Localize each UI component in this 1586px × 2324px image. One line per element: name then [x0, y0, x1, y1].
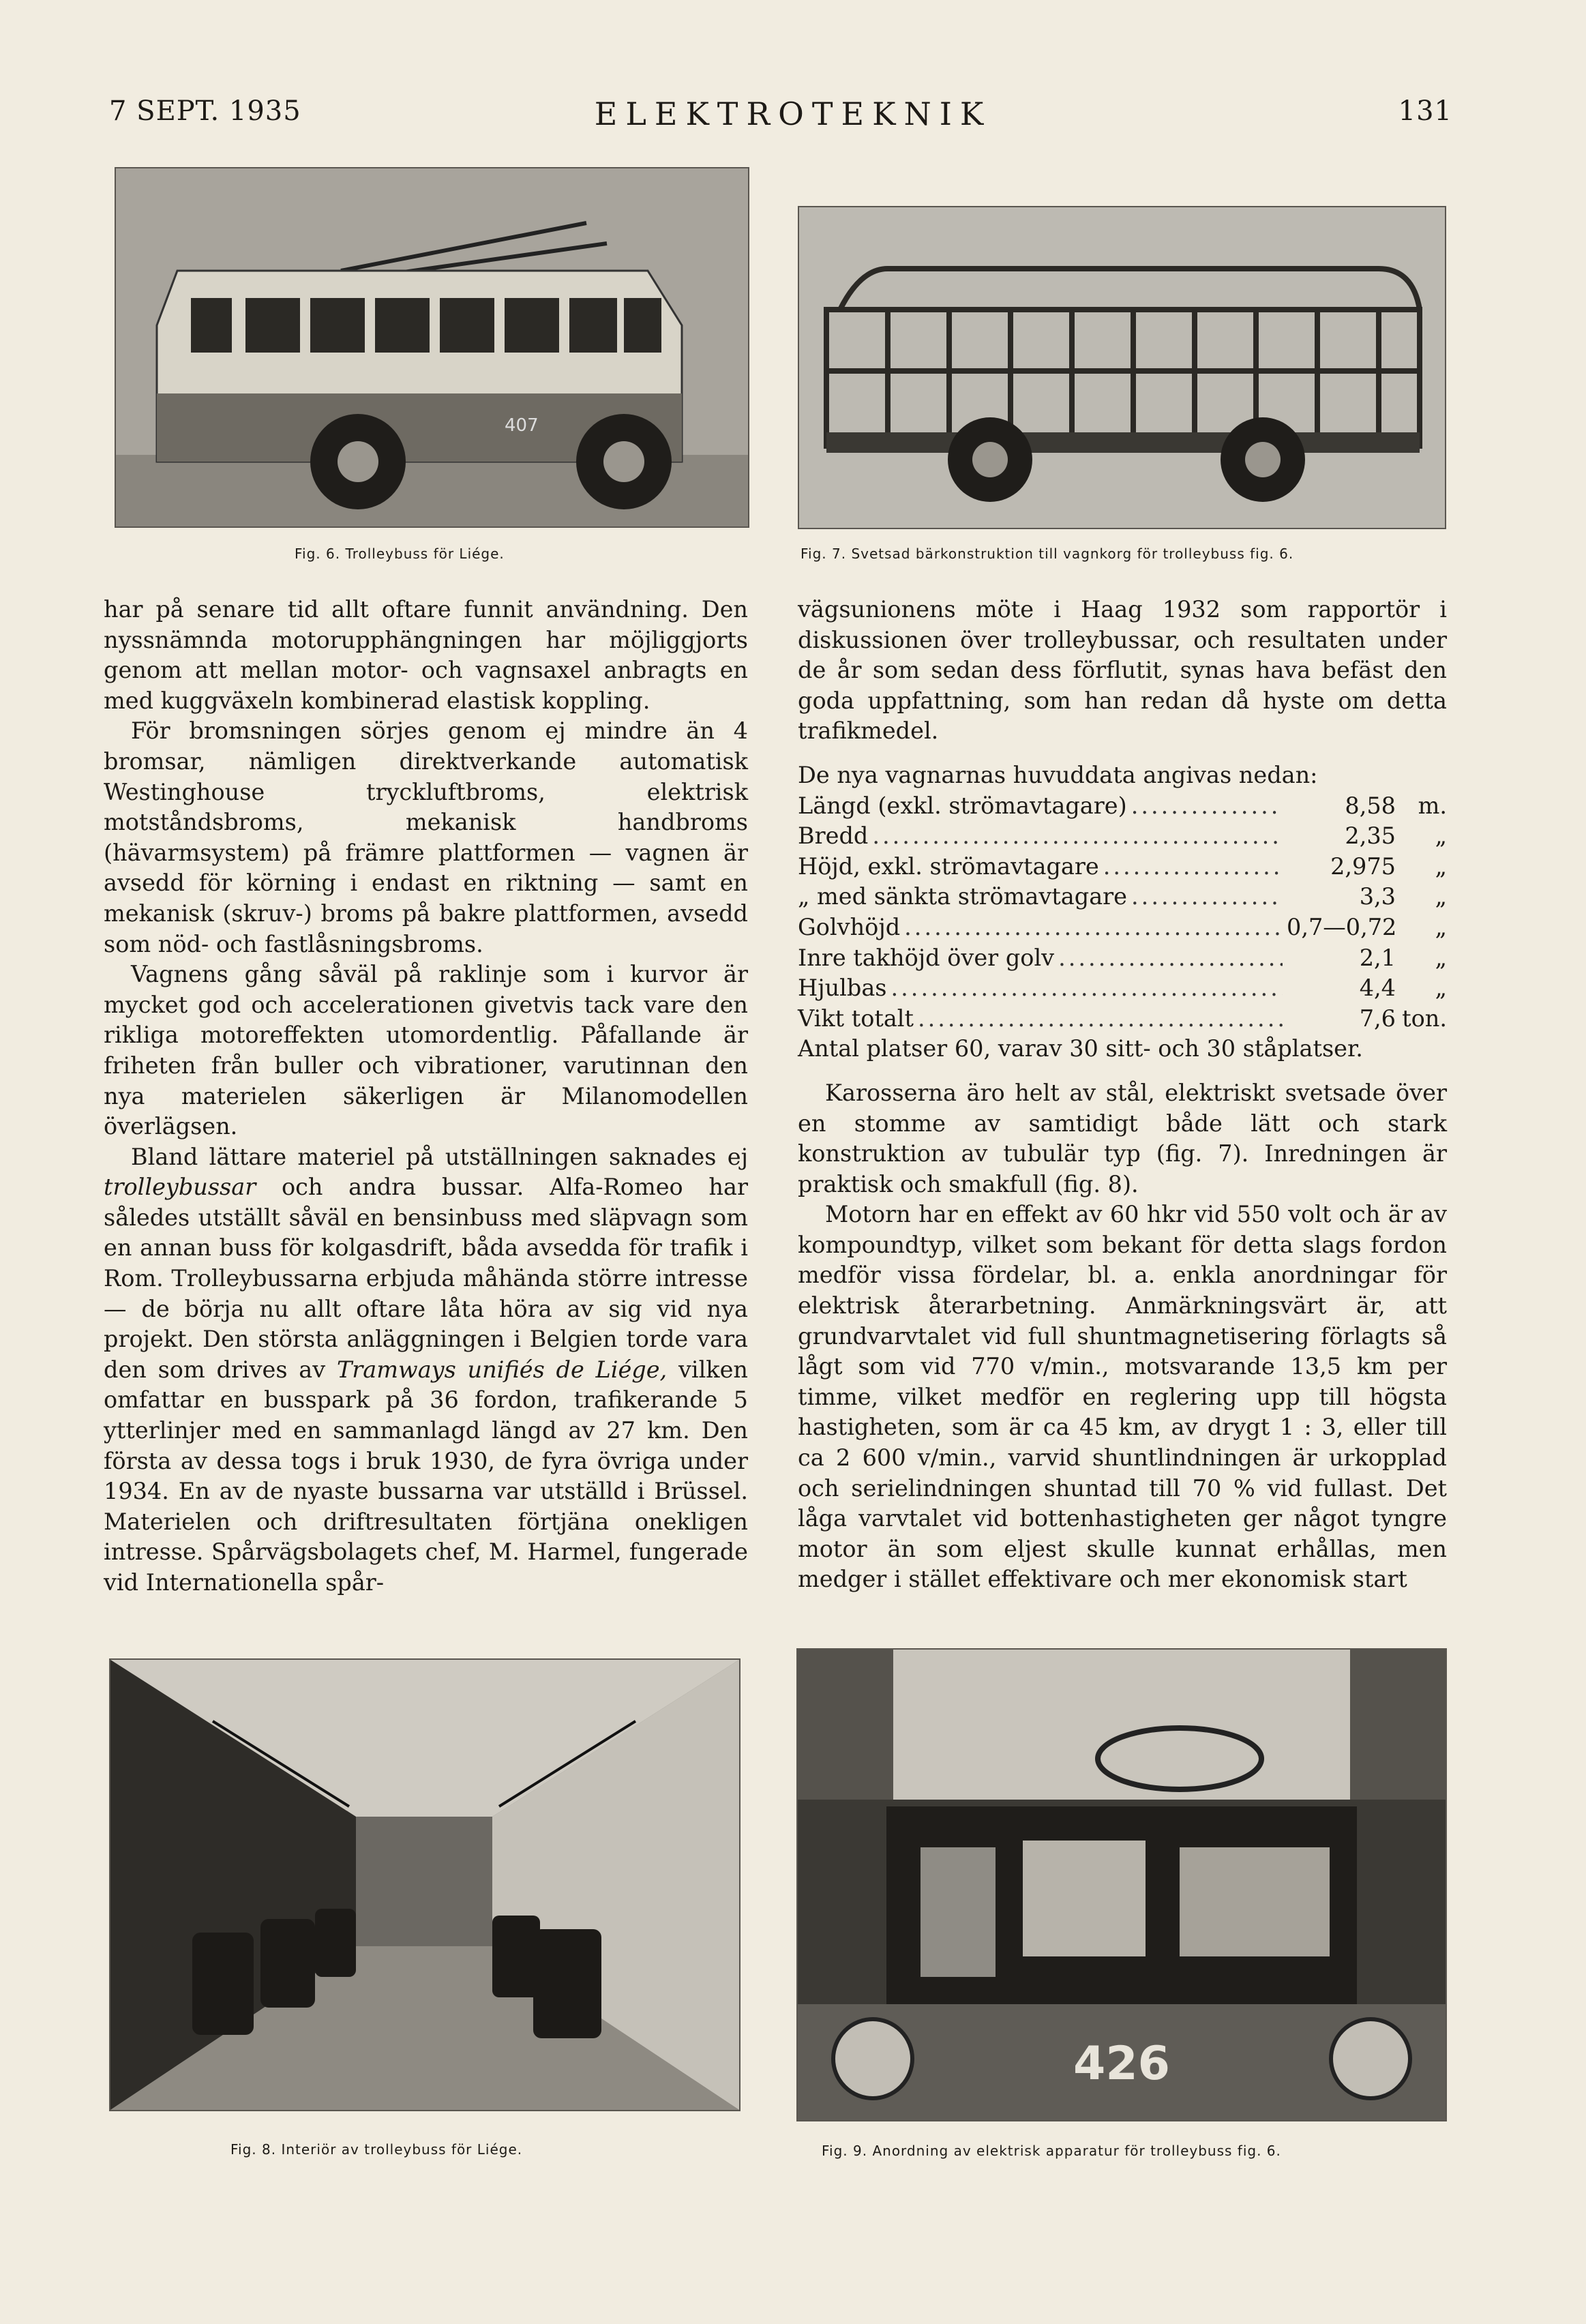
left-paragraph-4-part-b: och andra bussar. Alfa-Romeo har således utställt såväl en bensinbuss med släpvagn som en annan buss för kolgasdrift, båda avsedda för trafik i Rom. Trolleybussarna erbjuda måhända större intresse — de börja nu allt oftare låta höra av sig vid nya projekt. Den största anläggningen i Belgien torde vara den som drives av — [104, 1174, 748, 1383]
front-bus-number: 426 — [1073, 2037, 1170, 2091]
right-paragraph-2: Karosserna äro helt av stål, elektriskt svetsade över en stomme av samtidigt både lätt och stark konstruktion av tubulär typ (fig. 7). Inredningen är praktisk och smakfull (fig. 8). — [798, 1079, 1447, 1197]
spec-value: 2,35 — [1345, 822, 1396, 850]
interior-illustration — [110, 1660, 739, 2110]
spec-label: Inre takhöjd över golv — [798, 944, 1055, 971]
fig7-caption: Fig. 7. Svetsad bärkonstruktion till vagnkorg för trolleybuss fig. 6. — [801, 546, 1294, 562]
fig9-caption: Fig. 9. Anordning av elektrisk apparatur för trolleybuss fig. 6. — [822, 2143, 1281, 2159]
spec-row — [798, 943, 1447, 974]
spec-label: Vikt totalt — [798, 1004, 914, 1032]
spec-row — [798, 882, 1447, 912]
spec-label: Hjulbas — [798, 974, 887, 1002]
fig8-photo — [109, 1658, 740, 2111]
left-column — [104, 595, 748, 1598]
fig9-photo — [796, 1648, 1447, 2121]
spec-value: 8,58 — [1345, 792, 1396, 819]
spec-unit: m. — [1418, 792, 1447, 819]
spec-value: 7,6 — [1359, 1004, 1396, 1032]
spec-value: 0,7—0,72 — [1287, 913, 1397, 940]
page-number: 131 — [1398, 95, 1452, 127]
fig7-photo — [798, 206, 1446, 529]
spec-row — [798, 821, 1447, 852]
spec-label: Golvhöjd — [798, 913, 901, 940]
spec-label: Bredd — [798, 822, 869, 850]
spec-unit: „ — [1435, 944, 1447, 971]
fig6-photo — [115, 167, 749, 528]
spec-value: 3,3 — [1359, 883, 1396, 910]
spec-table — [798, 760, 1447, 1064]
spec-unit: „ — [1435, 822, 1447, 850]
frame-illustration — [799, 207, 1445, 528]
fig8-caption: Fig. 8. Interiör av trolleybuss för Liége. — [230, 2141, 523, 2158]
header-date: 7 SEPT. 1935 — [109, 95, 301, 127]
spec-label: Längd (exkl. strömavtagare) — [798, 792, 1127, 819]
spec-label: „ med sänkta strömavtagare — [798, 883, 1128, 910]
spec-row — [798, 912, 1447, 943]
journal-title: ELEKTROTEKNIK — [594, 95, 992, 132]
left-paragraph-2: För bromsningen sörjes genom ej mindre än 4 bromsar, nämligen direktverkande automatisk Westinghouse tryckluftbroms, elektrisk motståndsbroms, mekanisk handbroms (hävarmsystem) på främre plattformen — vagnen är avsedd för körning i endast en riktning — samt en mekanisk (skruv-) broms på bakre plattformen, avsedd som nöd- och fastlåsningsbroms. — [104, 717, 748, 957]
spec-unit: „ — [1435, 852, 1447, 880]
fig6-caption: Fig. 6. Trolleybuss för Liége. — [295, 546, 505, 562]
left-paragraph-4-italic-1: trolleybussar — [104, 1174, 256, 1201]
spec-label: Höjd, exkl. strömavtagare — [798, 852, 1099, 880]
spec-row — [798, 973, 1447, 1004]
spec-unit: ton. — [1402, 1004, 1447, 1032]
front-apparatus-illustration — [798, 1650, 1446, 2120]
spec-unit: „ — [1435, 974, 1447, 1002]
spec-outro: Antal platser 60, varav 30 sitt- och 30 ståplatser. — [798, 1035, 1363, 1062]
spec-intro: De nya vagnarnas huvuddata angivas nedan: — [798, 761, 1318, 788]
spec-unit: „ — [1435, 913, 1447, 940]
spec-value: 2,975 — [1330, 852, 1396, 880]
left-paragraph-1: har på senare tid allt oftare funnit användning. Den nyssnämnda motorupphängningen har möjliggjorts genom att mellan motor- och vagnsaxel anbragts en med kuggväxeln kombinerad elastisk koppling. — [104, 596, 748, 714]
left-paragraph-4 — [104, 1142, 748, 1598]
left-paragraph-4-italic-2: Tramways unifiés de Liége, — [336, 1356, 668, 1383]
left-paragraph-4-part-c: vilken omfattar en busspark på 36 fordon, trafikerande 5 ytterlinjer med en sammanlagd längd av 27 km. Den första av dessa togs i bruk 1930, de fyra övriga under 1934. En av de nyaste bussarna var utställd i Brüssel. Materielen och driftresultaten förtjäna onekligen intresse. Spårvägsbolagets chef, M. Harmel, fungerade vid Internationella spår- — [104, 1356, 748, 1596]
right-paragraph-1: vägsunionens möte i Haag 1932 som rapportör i diskussionen över trolleybussar, och resultaten under de år som sedan dess förflutit, synas hava befäst den goda uppfattning, som han redan då hyste om detta trafikmedel. — [798, 596, 1447, 745]
spec-row — [798, 1004, 1447, 1034]
left-paragraph-4-part-a: Bland lättare materiel på utställningen saknades ej — [131, 1143, 748, 1170]
left-paragraph-3: Vagnens gång såväl på raklinje som i kurvor är mycket god och accelerationen givetvis tack vare den rikliga motoreffekten utomordentlig. Påfallande är friheten från buller och vibrationer, varutinnan den nya materielen säkerligen är Milanomodellen överlägsen. — [104, 961, 748, 1140]
right-column — [798, 595, 1447, 1595]
trolleybus-illustration — [116, 168, 748, 526]
spec-row — [798, 852, 1447, 882]
spec-row — [798, 791, 1447, 822]
spec-unit: „ — [1435, 883, 1447, 910]
spec-value: 4,4 — [1359, 974, 1396, 1002]
bus-number-label: 407 — [505, 415, 539, 436]
right-paragraph-3: Motorn har en effekt av 60 hkr vid 550 volt och är av kompoundtyp, vilket som bekant för detta slags fordon medför vissa fördelar, bl. a. enkla anordningar för elektrisk återarbetning. Anmärkningsvärt är, att grundvarvtalet vid full shuntmagnetisering förlagts så lågt som vid 770 v/min., motsvarande 13,5 km per timme, vilket medför en reglering upp till högsta hastigheten, som är ca 45 km, av drygt 1 : 3, eller till ca 2 600 v/min., varvid shuntlindningen är urkopplad och serielindningen shuntad till 70 % vid fullast. Det låga varvtalet vid bottenhastigheten ger något tyngre motor än som eljest skulle kunnat erhållas, men medger i stället effektivare och mer ekonomisk start — [798, 1201, 1447, 1593]
spec-value: 2,1 — [1359, 944, 1396, 971]
